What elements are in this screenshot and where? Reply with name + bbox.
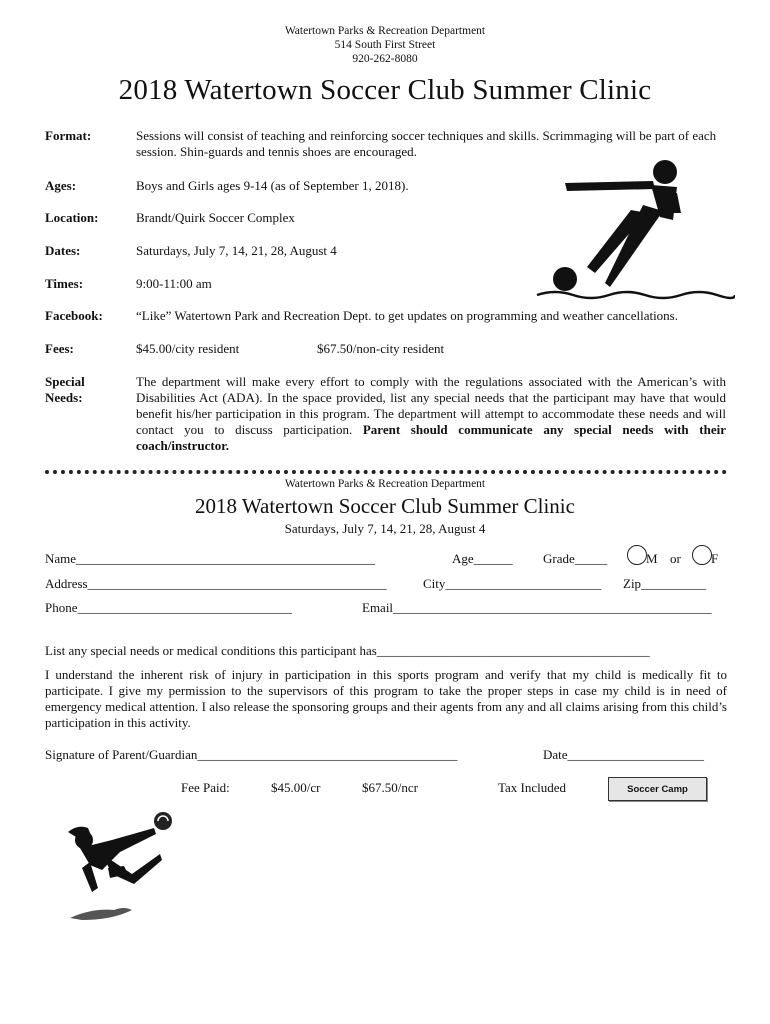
female-label: F: [711, 551, 719, 566]
address-field[interactable]: Address______________________________________________: [45, 576, 387, 591]
female-radio[interactable]: [692, 545, 712, 565]
special-needs-text: [136, 374, 726, 454]
dept-header: Watertown Parks & Recreation Department: [284, 25, 486, 37]
age-field[interactable]: Age______: [452, 551, 513, 566]
signature-label: Signature of Parent/Guardian: [45, 747, 198, 762]
form-dept-header: Watertown Parks & Recreation Department: [284, 478, 486, 490]
fee-cr: $45.00/cr: [271, 780, 321, 795]
city-label: City: [423, 576, 446, 591]
fee-noncity: $67.50/non-city resident: [317, 341, 445, 356]
name-label: Name: [45, 551, 77, 566]
facebook-label: Facebook:: [45, 308, 103, 323]
special-needs-body: The department will make every effort to comply with the regulations associated with the American’s with Disabilities Act (ADA). In the space provided, list any special needs that the participant may have that would benefit his/her participation in this program. The department will attempt to accommodate these needs and will contact you to discuss participation.: [136, 374, 726, 437]
age-label: Age: [452, 551, 474, 566]
phone-label: Phone: [45, 600, 78, 615]
ages-label: Ages:: [45, 178, 77, 193]
name-field[interactable]: Name______________________________________________: [45, 551, 376, 566]
times-label: Times:: [45, 276, 84, 291]
special-needs-label: List any special needs or medical conditions this participant has: [45, 643, 377, 658]
male-label: M: [646, 551, 658, 566]
grade-field[interactable]: Grade_____: [543, 551, 608, 566]
email-label: Email: [362, 600, 394, 615]
ages-text: Boys and Girls ages 9-14 (as of September 1, 2018).: [136, 178, 409, 193]
or-label: or: [670, 551, 681, 566]
location-label: Location:: [45, 210, 99, 225]
facebook-text: “Like” Watertown Park and Recreation Dept. to get updates on programming and weather cancellations.: [136, 308, 678, 323]
fees-label: Fees:: [45, 341, 74, 356]
phone-field[interactable]: Phone_________________________________: [45, 600, 292, 615]
special-needs-bold: Parent should communicate any special needs with their coach/instructor.: [136, 422, 726, 453]
dept-address: 514 South First Street: [334, 39, 436, 51]
email-field[interactable]: Email_________________________________________________: [362, 600, 712, 615]
waiver-text: I understand the inherent risk of injury in participation in this sports program and verify that my child is medically fit to participate. I give my permission to the supervisors of this program to take the proper steps in case my child is in need of emergency medical attention. I also release the sponsoring groups and their agents from any and all claims arising from this child’s participation in this activity.: [45, 667, 727, 730]
soccer-player-bicycle-kick-icon: [62, 810, 182, 925]
dates-label: Dates:: [45, 243, 81, 258]
format-label: Format:: [45, 128, 92, 143]
fee-ncr: $67.50/ncr: [362, 780, 418, 795]
signature-field[interactable]: Signature of Parent/Guardian________________________________________: [45, 747, 458, 762]
tax-included: Tax Included: [498, 780, 567, 795]
fee-city: $45.00/city resident: [136, 341, 240, 356]
grade-label: Grade: [543, 551, 575, 566]
dept-phone: 920-262-8080: [352, 53, 418, 65]
cut-line-divider: [45, 470, 727, 474]
form-title: 2018 Watertown Soccer Club Summer Clinic: [195, 494, 575, 518]
special-needs-field[interactable]: List any special needs or medical conditions this participant has__________________________________________: [45, 643, 650, 658]
format-text: Sessions will consist of teaching and reinforcing soccer techniques and skills. Scrimmaging will be part of each session. Shin-guards and tennis shoes are encouraged.: [136, 128, 717, 159]
male-radio[interactable]: [627, 545, 647, 565]
soccer-player-kicking-icon: [535, 155, 735, 300]
times-text: 9:00-11:00 am: [136, 276, 212, 291]
city-field[interactable]: City________________________: [423, 576, 602, 591]
dates-text: Saturdays, July 7, 14, 21, 28, August 4: [136, 243, 337, 258]
special-label-1: Special: [45, 374, 85, 389]
form-dates: Saturdays, July 7, 14, 21, 28, August 4: [284, 521, 486, 536]
zip-field[interactable]: Zip__________: [623, 576, 707, 591]
zip-label: Zip: [623, 576, 642, 591]
special-label-2: Needs:: [45, 390, 83, 405]
date-field[interactable]: Date_____________________: [543, 747, 705, 762]
address-label: Address: [45, 576, 88, 591]
fee-paid-label: Fee Paid:: [181, 780, 230, 795]
date-label: Date: [543, 747, 568, 762]
page-title: 2018 Watertown Soccer Club Summer Clinic: [118, 74, 652, 106]
location-text: Brandt/Quirk Soccer Complex: [136, 210, 295, 225]
soccer-camp-button[interactable]: Soccer Camp: [608, 777, 707, 801]
